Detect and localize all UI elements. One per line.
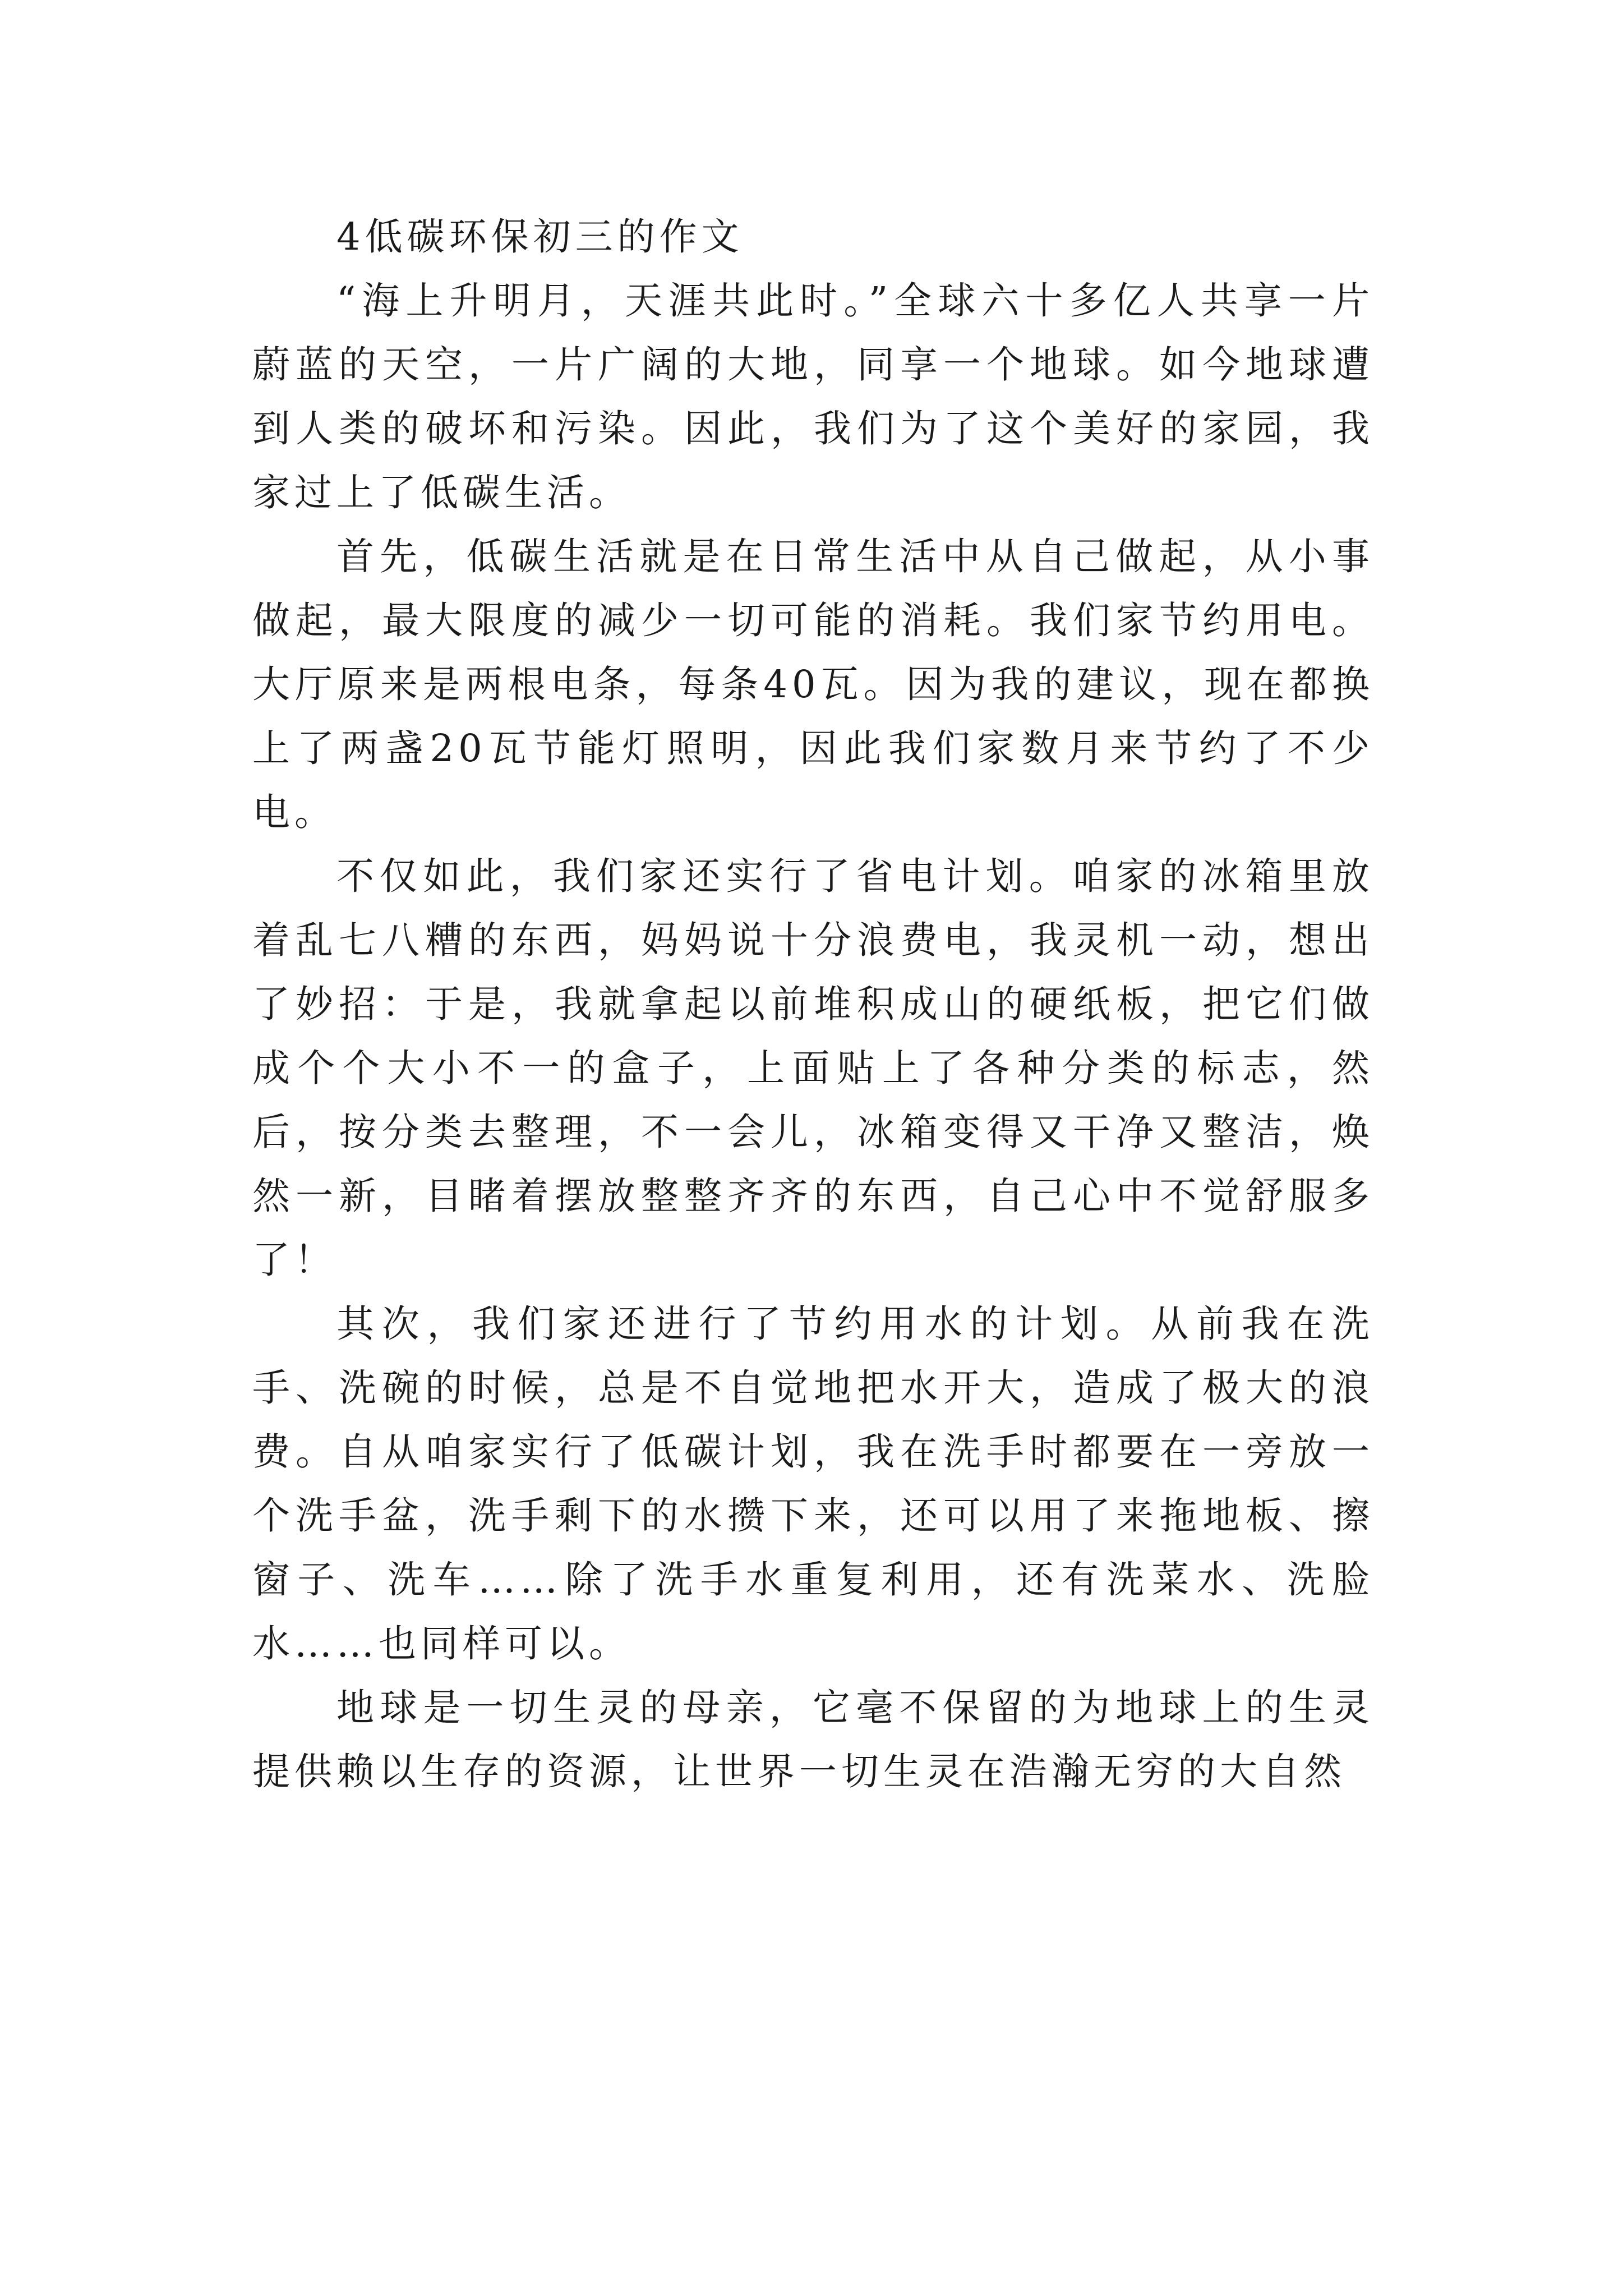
paragraph-4: 其次，我们家还进行了节约用水的计划。从前我在洗手、洗碗的时候，总是不自觉地把水开大，造成了极大的浪费。自从咱家实行了低碳计划，我在洗手时都要在一旁放一个洗手盆，洗手剩下的水攒下来，还可以用了来拖地板、擦窗子、洗车……除了洗手水重复利用，还有洗菜水、洗脸水……也同样可以。: [252, 1302, 1374, 1665]
document-title: 4低碳环保初三的作文: [336, 215, 744, 259]
paragraph-2: 首先，低碳生活就是在日常生活中从自己做起，从小事做起，最大限度的减少一切可能的消耗。我们家节约用电。大厅原来是两根电条，每条40瓦。因为我的建议，现在都换上了两盏20瓦节能灯照明，因此我们家数月来节约了不少电。: [252, 535, 1374, 834]
document-body: [252, 205, 1374, 1803]
paragraph-3: 不仅如此，我们家还实行了省电计划。咱家的冰箱里放着乱七八糟的东西，妈妈说十分浪费电，我灵机一动，想出了妙招：于是，我就拿起以前堆积成山的硬纸板，把它们做成个个大小不一的盒子，上面贴上了各种分类的标志，然后，按分类去整理，不一会儿，冰箱变得又干净又整洁，焕然一新，目睹着摆放整整齐齐的东西，自己心中不觉舒服多了！: [252, 854, 1374, 1282]
paragraph-1: “海上升明月，天涯共此时。”全球六十多亿人共享一片蔚蓝的天空，一片广阔的大地，同享一个地球。如今地球遭到人类的破坏和污染。因此，我们为了这个美好的家园，我家过上了低碳生活。: [252, 279, 1374, 514]
paragraph-5: 地球是一切生灵的母亲，它毫不保留的为地球上的生灵提供赖以生存的资源，让世界一切生灵在浩瀚无穷的大自然: [252, 1686, 1374, 1793]
